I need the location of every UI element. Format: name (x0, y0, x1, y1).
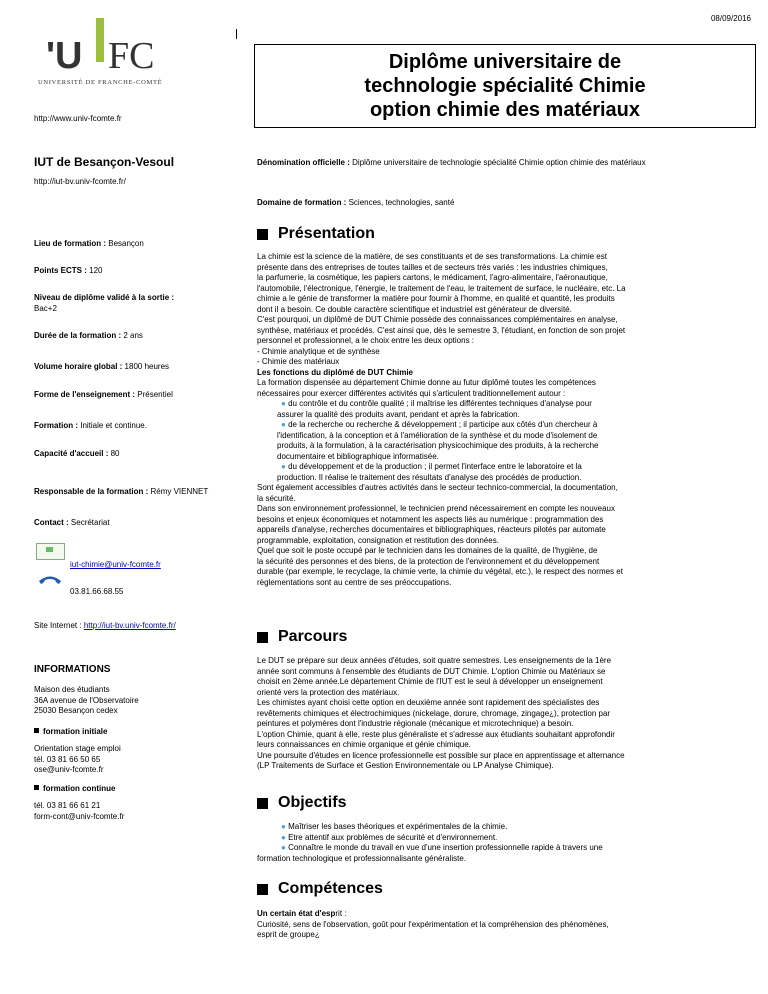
bullet-dot-icon: ● (281, 832, 286, 842)
presentation-body (257, 252, 745, 588)
text-line: revêtements chimiques et électrochimiques (nickelage, dorure, chromage, zingage¿), protection par (257, 708, 611, 718)
fact-label: Niveau de diplôme validé à la sortie : (34, 293, 175, 302)
text-line: Etre attentif aux problèmes de sécurité et d'environnement. (288, 832, 498, 842)
text-line: production. Il réalise le traitement des résultats d'analyse des procédés de production. (277, 472, 582, 482)
square-bullet-icon (257, 632, 268, 643)
text-line: règlementations sont au centre de ses préoccupations. (257, 577, 452, 587)
fact-value: 80 (110, 449, 120, 458)
fact-responsable (34, 487, 224, 498)
fact-forme (34, 390, 224, 401)
fact-label: Capacité d'accueil : (34, 449, 109, 458)
competences-subtitle (257, 909, 745, 920)
formation-initiale-title (34, 727, 224, 738)
text-line: Les chimistes ayant choisi cette option en deuxième année sont rapidement des spécialistes des (257, 698, 600, 707)
print-date: 08/09/2016 (710, 14, 751, 23)
informations-title: INFORMATIONS (34, 664, 111, 675)
formation-initiale-label: formation initiale (43, 727, 108, 736)
iut-url[interactable]: http://iut-bv.univ-fcomte.fr/ (34, 177, 126, 186)
text-line: la sécurité des personnes et des biens, de la protection de l'environnement et du développement (257, 556, 600, 566)
fact-value: Besançon (108, 239, 144, 248)
iut-name: IUT de Besançon-Vesoul (34, 155, 175, 169)
divider (236, 29, 237, 39)
fact-lieu (34, 239, 224, 250)
text-line: Quel que soit le poste occupé par le technicien dans les domaines de la qualité, de l'hygiène, de (257, 546, 598, 555)
text-line: du contrôle et du contrôle qualité ; il maîtrise les différentes techniques d'analyse pour (288, 399, 592, 408)
section-title: Présentation (278, 225, 375, 242)
info-line: tél. 03 81 66 50 65 (34, 754, 101, 764)
bullet-dot-icon: ● (281, 399, 286, 408)
fact-value: 120 (89, 266, 103, 275)
svg-text:'U: 'U (46, 35, 83, 77)
address-line: 25030 Besançon cedex (34, 706, 118, 715)
text-line: personnel et professionnel, a le choix entre les deux options : (257, 336, 475, 345)
text-line: Curiosité, sens de l'observation, goût pour l'expérimentation et la compréhension des phénomènes, (257, 919, 609, 929)
university-logo (38, 18, 228, 98)
text-line: L'option Chimie, quant à elle, reste plus généraliste et s'adresse aux étudiants souhaitant approfondir (257, 729, 615, 739)
text-line: (LP Traitements de Surface et Gestion Environnementale ou LP Analyse Chimique). (257, 761, 554, 770)
fact-label: Responsable de la formation : (34, 487, 149, 496)
svg-text:FC: FC (108, 35, 155, 77)
fact-label: Lieu de formation : (34, 239, 106, 248)
text-line: Sont également accessibles d'autres activités dans le secteur technico-commercial, la documentation, (257, 483, 618, 492)
fact-contact (34, 518, 224, 529)
contact-email-link[interactable]: iut-chimie@univ-fcomte.fr (70, 560, 161, 569)
text-line: La chimie est la science de la matière, de ses constituants et de ses transformations. La chimie est (257, 252, 607, 261)
text-line: Connaître le monde du travail en vue d'une insertion professionnelle rapide à travers une (288, 843, 603, 852)
competences-body (257, 909, 745, 941)
denomination (257, 158, 745, 169)
section-title: Parcours (278, 628, 348, 645)
fact-formation (34, 421, 224, 432)
section-presentation-heading (257, 225, 375, 243)
text-line: assurer la qualité des produits avant, pendant et après la fabrication. (277, 409, 520, 419)
fact-value: Présentiel (137, 390, 173, 399)
competences-sub-rest: rit : (335, 909, 347, 918)
text-line: durable (par exemple, le recyclage, la chimie verte, la chimie du végétal, etc.), le respect des normes et (257, 567, 623, 576)
text-line: esprit de groupe¿ (257, 930, 320, 939)
text-line: la sécurité. (257, 493, 296, 503)
text-line: documentaire et bibliographique informatisée. (277, 451, 439, 461)
text-line: programmable, exploitation, consignation et restitution des données. (257, 535, 499, 545)
bullet-dot-icon: ● (281, 420, 286, 429)
text-line: formation technologique et professionnalisante généraliste. (257, 853, 467, 863)
text-line: appareils d'analyse, recherches documentaires et bibliographiques, réacteurs pilotés par automate (257, 525, 606, 534)
fact-label: Forme de l'enseignement : (34, 390, 136, 399)
text-line: peintures et polymères dont l'industrie régionale (mécanique et microtechnique) a besoin. (257, 719, 574, 728)
text-line: produits, à la formulation, à la caractérisation physicochimique des produits, à la recherche (277, 441, 599, 450)
info-line: ose@univ-fcomte.fr (34, 765, 104, 774)
text-line: la parfumerie, la cosmétique, les papiers cartons, le médicament, l'agro-alimentaire, l'aéronautique, (257, 273, 608, 282)
section-title: Compétences (278, 880, 383, 897)
text-line: l'automobile, l'électronique, l'énergie, le traitement de l'eau, le traitement de surface, le nucléaire, etc. La (257, 283, 626, 293)
fact-volume (34, 362, 224, 373)
fact-niveau (34, 293, 224, 314)
text-line: chimie a le génie de transformer la matière pour fournir à l'homme, en qualité et quantité, les produits (257, 294, 615, 303)
text-line: nécessaires pour exercer différentes activités qui s'articulent traditionnellement autour : (257, 388, 566, 398)
title-box (254, 44, 756, 128)
text-line: Dans son environnement professionnel, le technicien prend nécessairement en compte les nouveaux (257, 504, 615, 513)
text-line: Le DUT se prépare sur deux années d'études, soit quatre semestres. Les enseignements de la 1ère (257, 656, 612, 665)
text-line: synthèse, matériaux et procédés. C'est ainsi que, dès le semestre 3, l'étudiant, en fonction de son projet (257, 325, 626, 335)
fact-label: Durée de la formation : (34, 331, 122, 340)
text-line: besoins et enjeux économiques et notamment les aspects liés au numérique : programmation des (257, 514, 604, 524)
denomination-value: Diplôme universitaire de technologie spécialité Chimie option chimie des matériaux (352, 158, 646, 167)
square-bullet-icon (257, 229, 268, 240)
text-line: de la recherche ou recherche & développement ; il participe aux côtés d'un chercheur à (288, 420, 598, 429)
page-title: Diplôme universitaire de technologie spécialité Chimie option chimie des matériaux (364, 51, 646, 121)
text-line: du développement et de la production ; il permet l'interface entre le laboratoire et la (288, 462, 582, 471)
fact-label: Volume horaire global : (34, 362, 123, 371)
site-label: Site Internet : (34, 621, 82, 630)
text-line: présente dans des entreprises de toutes tailles et de secteurs très variés : les industries chimiques, (257, 262, 608, 272)
info-line: tél. 03 81 66 61 21 (34, 801, 101, 810)
competences-sub-bold: Un certain état d'esp (257, 909, 336, 918)
text-line: année sont communs à l'ensemble des étudiants de DUT Chimie. L'option Chimie ou Matériaux se (257, 666, 606, 676)
fact-label: Formation : (34, 421, 78, 430)
text-line: Une poursuite d'études en licence professionnelle est possible sur place en apprentissage et alternance (257, 750, 625, 760)
formation-continue-label: formation continue (43, 784, 116, 793)
text-line: - Chimie analytique et de synthèse (257, 346, 380, 356)
fact-value: 1800 heures (124, 362, 170, 371)
mail-icon (36, 543, 65, 560)
bullet-item (257, 462, 745, 483)
site-internet (34, 621, 254, 632)
domaine-value: Sciences, technologies, santé (348, 198, 455, 207)
text-line: orienté vers la protection des matériaux. (257, 687, 400, 697)
fact-capacite (34, 449, 224, 460)
formation-continue-title (34, 784, 224, 795)
formation-initiale-info (34, 744, 224, 776)
text-line: l'identification, à la conception et à l'amélioration de la synthèse et du mode d'isolement de (277, 430, 598, 440)
contact-phone: 03.81.66.68.55 (70, 587, 124, 596)
fact-value: 2 ans (123, 331, 143, 340)
fact-ects (34, 266, 224, 277)
text-line: choisit en 2ème année.Le département Chimie de l'IUT est le seul à développer un enseignement (257, 677, 603, 686)
fact-value: Bac+2 (34, 303, 57, 313)
section-objectifs-heading (257, 794, 346, 812)
fact-value: Initiale et continue. (80, 421, 147, 430)
fact-duree (34, 331, 224, 342)
text-line: - Chimie des matériaux (257, 357, 340, 366)
domaine (257, 198, 745, 209)
fact-label: Points ECTS : (34, 266, 87, 275)
parcours-body (257, 656, 745, 772)
text-line: Maîtriser les bases théoriques et expérimentales de la chimie. (288, 822, 508, 831)
bullet-dot-icon: ● (281, 843, 286, 852)
square-bullet-icon (257, 798, 268, 809)
bullet-dot-icon: ● (281, 462, 286, 471)
text-line: C'est pourquoi, un diplômé de DUT Chimie possède des connaissances complémentaires en analyse, (257, 315, 618, 324)
denomination-label: Dénomination officielle : (257, 158, 350, 167)
formation-continue-info (34, 801, 224, 822)
objectifs-body (257, 822, 745, 864)
domaine-label: Domaine de formation : (257, 198, 347, 207)
section-parcours-heading (257, 628, 347, 646)
informations-address (34, 685, 224, 717)
section-competences-heading (257, 880, 383, 898)
bullet-dot-icon: ● (281, 822, 286, 831)
info-line: form-cont@univ-fcomte.fr (34, 811, 125, 821)
square-bullet-icon (257, 884, 268, 895)
text-line: leurs connaissances en chimie organique et génie chimique. (257, 740, 471, 749)
fact-value: Secrétariat (70, 518, 110, 527)
phone-icon (37, 575, 63, 589)
svg-text:UNIVERSITÉ DE FRANCHE-COMTÉ: UNIVERSITÉ DE FRANCHE-COMTÉ (38, 79, 163, 86)
university-url[interactable]: http://www.univ-fcomte.fr (34, 114, 122, 123)
fact-label: Contact : (34, 518, 69, 527)
fact-value: Rémy VIENNET (150, 487, 209, 496)
square-bullet-icon (34, 785, 39, 790)
site-link[interactable]: http://iut-bv.univ-fcomte.fr/ (83, 621, 176, 630)
text-line: dont il a besoin. Ce double caractère scientifique et industriel est générateur de diversité. (257, 304, 572, 314)
bullet-item (257, 420, 745, 462)
square-bullet-icon (34, 728, 39, 733)
text-line: La formation dispensée au département Chimie donne au futur diplômé toutes les compétences (257, 378, 596, 387)
info-line: Orientation stage emploi (34, 744, 121, 753)
section-title: Objectifs (278, 794, 347, 811)
bullet-item (257, 399, 745, 420)
address-line: Maison des étudiants (34, 685, 110, 694)
subsection-title: Les fonctions du diplômé de DUT Chimie (257, 367, 414, 377)
address-line: 36A avenue de l'Observatoire (34, 695, 139, 705)
